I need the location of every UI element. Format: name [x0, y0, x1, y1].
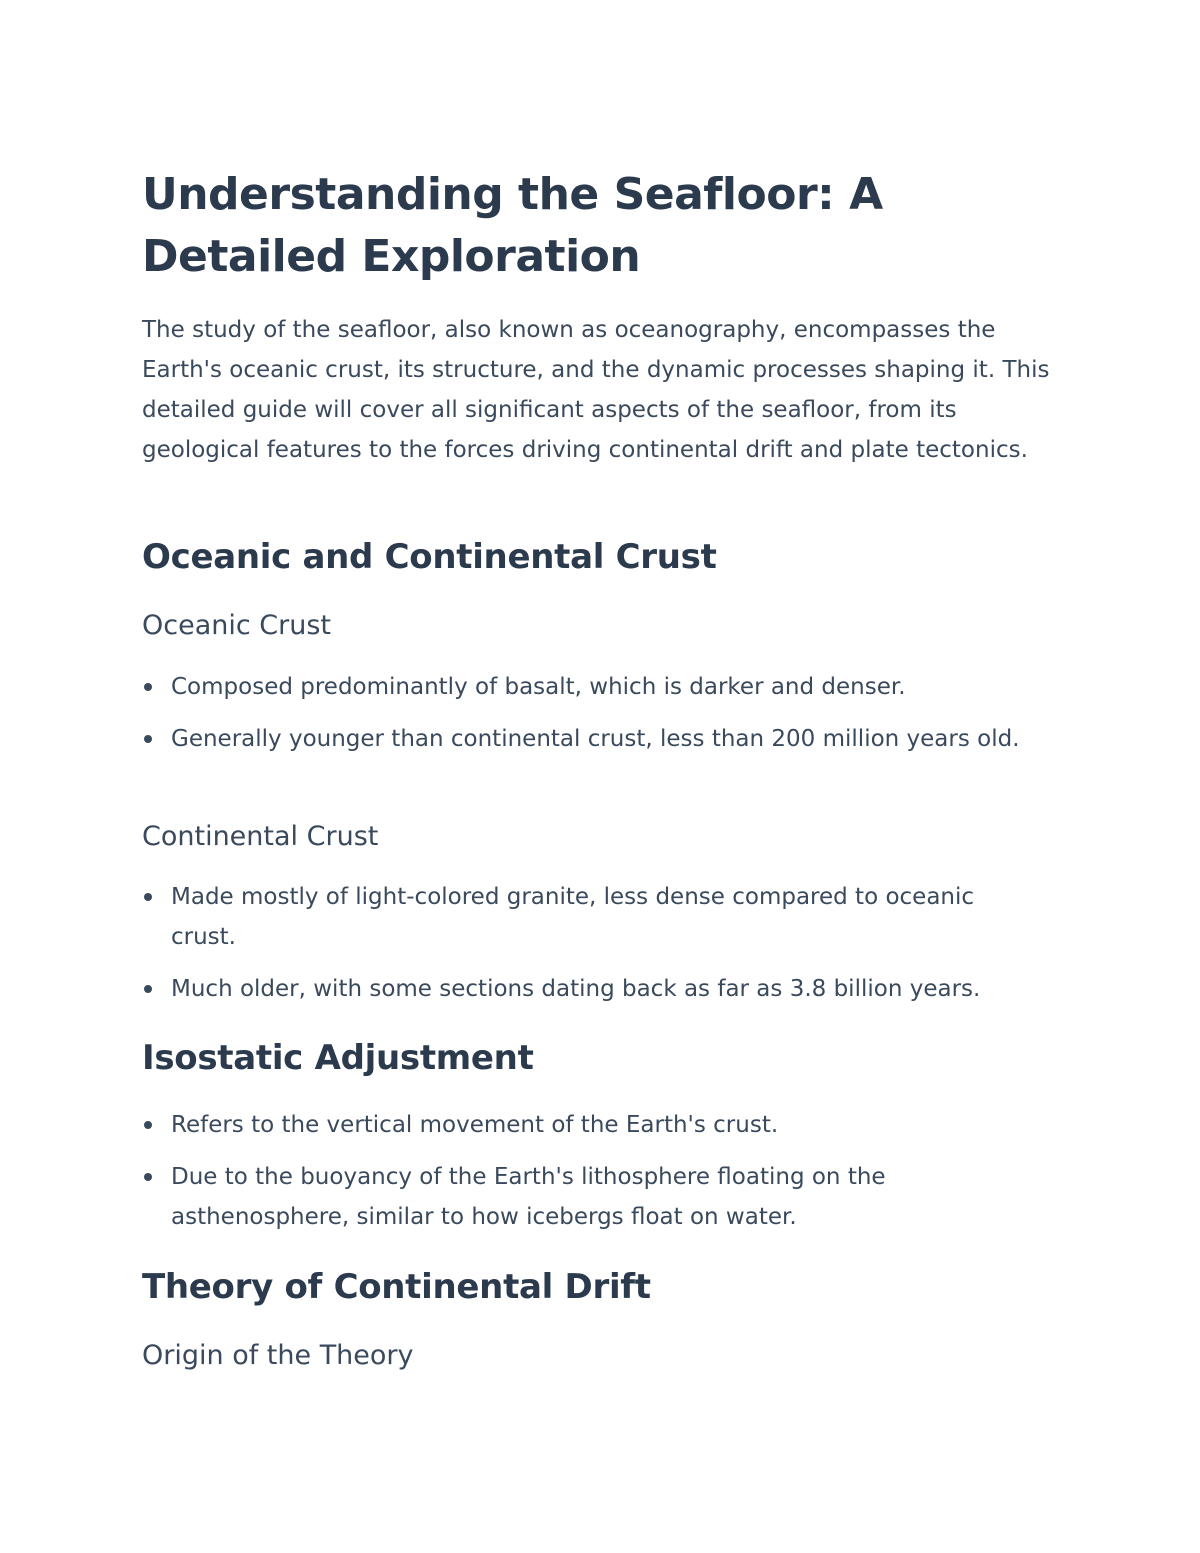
list-item	[142, 969, 1042, 1009]
list-item-text: Much older, with some sections dating back as far as 3.8 billion years.	[171, 976, 981, 1002]
subsection-heading-origin: Origin of the Theory	[142, 1340, 414, 1371]
section-heading-crust: Oceanic and Continental Crust	[142, 537, 717, 577]
list-item	[142, 719, 1042, 759]
list-item-text: Due to the buoyancy of the Earth's lithosphere floating on the asthenosphere, similar to how icebergs float on water.	[171, 1164, 886, 1230]
isostatic-list	[142, 1105, 1042, 1249]
list-item	[142, 877, 1042, 957]
list-item-text: Made mostly of light-colored granite, less dense compared to oceanic crust.	[171, 884, 975, 950]
subsection-heading-oceanic-crust: Oceanic Crust	[142, 610, 332, 641]
subsection-heading-continental-crust: Continental Crust	[142, 821, 379, 852]
intro-paragraph: The study of the seafloor, also known as oceanography, encompasses the Earth's oceanic crust, its structure, and the dynamic processes shaping it. This detailed guide will cover all significant aspects of the seafloor, from its geological features to the forces driving continental drift and plate tectonics.	[142, 317, 1050, 463]
bullet-icon	[144, 1173, 152, 1181]
bullet-icon	[144, 735, 152, 743]
bullet-icon	[144, 1121, 152, 1129]
list-item-text: Refers to the vertical movement of the Earth's crust.	[171, 1112, 779, 1138]
bullet-icon	[144, 893, 152, 901]
list-item	[142, 1105, 1042, 1145]
oceanic-crust-list	[142, 667, 1042, 771]
list-item-text: Composed predominantly of basalt, which is darker and denser.	[171, 674, 906, 700]
bullet-icon	[144, 985, 152, 993]
bullet-icon	[144, 683, 152, 691]
section-heading-isostatic: Isostatic Adjustment	[142, 1038, 534, 1078]
list-item	[142, 667, 1042, 707]
page-title: Understanding the Seafloor: A Detailed Exploration	[142, 169, 883, 282]
list-item-text: Generally younger than continental crust, less than 200 million years old.	[171, 726, 1020, 752]
list-item	[142, 1157, 1042, 1237]
continental-crust-list	[142, 877, 1042, 1021]
section-heading-continental-drift: Theory of Continental Drift	[142, 1267, 651, 1307]
